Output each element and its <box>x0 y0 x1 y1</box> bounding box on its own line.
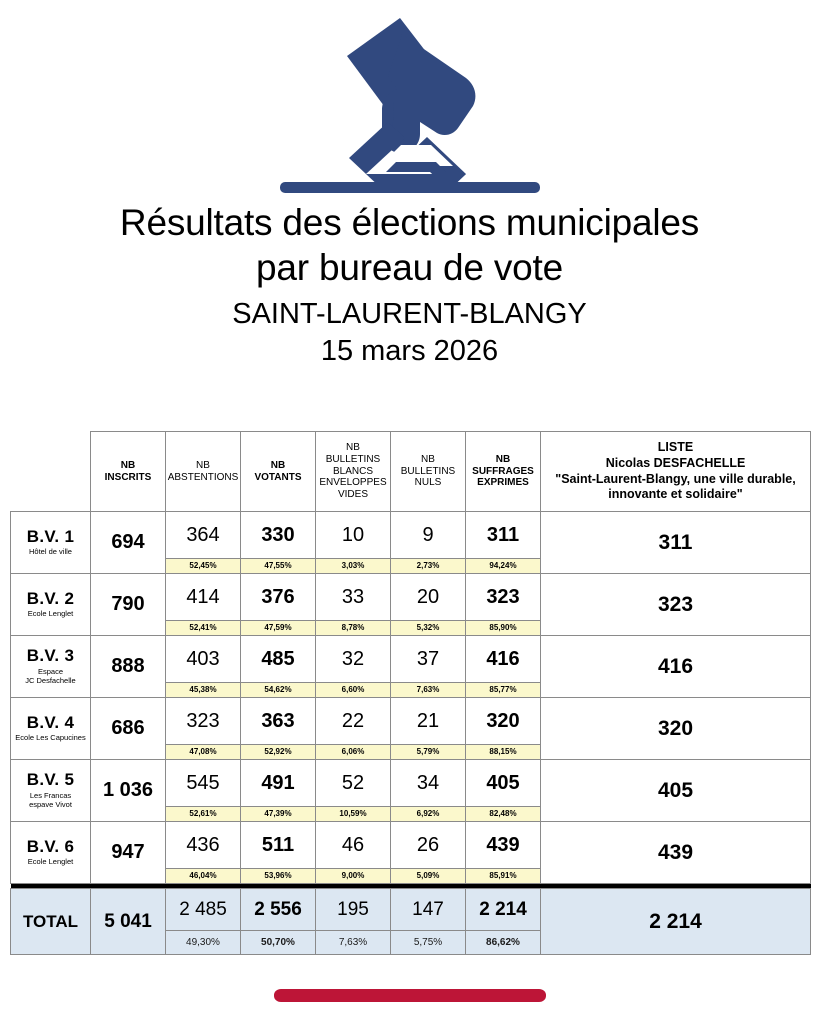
cell-pct-blancs: 8,78% <box>316 621 391 636</box>
cell-pct-abstentions: 52,45% <box>166 559 241 574</box>
title-line-2: par bureau de vote <box>255 247 564 289</box>
cell-pct-abstentions: 45,38% <box>166 683 241 698</box>
bureau-location: Espace JC Desfachelle <box>25 667 76 685</box>
cell-inscrits: 686 <box>91 698 166 760</box>
cell-total-blancs: 195 <box>316 889 391 931</box>
cell-blancs: 10 <box>316 512 391 559</box>
header-icon-area <box>0 0 819 200</box>
bottom-accent-area <box>0 989 819 1002</box>
row-label-bureau-2 <box>11 574 91 636</box>
cell-pct-abstentions: 46,04% <box>166 869 241 884</box>
bureau-name: B.V. 6 <box>26 836 75 856</box>
cell-inscrits: 888 <box>91 636 166 698</box>
cell-pct-blancs: 9,00% <box>316 869 391 884</box>
bureau-location: Ecole Lenglet <box>27 857 74 867</box>
cell-abstentions: 403 <box>166 636 241 683</box>
cell-exprimes: 320 <box>466 698 541 745</box>
bureau-location: Ecole Lenglet <box>27 609 74 619</box>
cell-exprimes: 416 <box>466 636 541 683</box>
cell-total-exprimes: 2 214 <box>466 889 541 931</box>
cell-total-pct-exprimes: 86,62% <box>466 931 541 955</box>
cell-blancs: 46 <box>316 822 391 869</box>
table-row-total <box>11 889 811 931</box>
cell-pct-nuls: 2,73% <box>391 559 466 574</box>
cell-abstentions: 364 <box>166 512 241 559</box>
table-row <box>11 574 811 621</box>
cell-total-liste-votes: 2 214 <box>541 889 811 955</box>
cell-exprimes: 405 <box>466 760 541 807</box>
row-label-bureau-1 <box>11 512 91 574</box>
row-label-total: TOTAL <box>11 889 91 955</box>
title-block <box>0 200 819 370</box>
cell-votants: 330 <box>241 512 316 559</box>
bureau-name: B.V. 5 <box>26 770 75 790</box>
bureau-location: Hôtel de ville <box>29 547 72 557</box>
cell-nuls: 20 <box>391 574 466 621</box>
cell-pct-exprimes: 85,91% <box>466 869 541 884</box>
title-line-1: Résultats des élections municipales <box>119 202 700 243</box>
cell-pct-votants: 52,92% <box>241 745 316 760</box>
cell-total-inscrits: 5 041 <box>91 889 166 955</box>
row-label-bureau-3 <box>11 636 91 698</box>
cell-pct-votants: 47,59% <box>241 621 316 636</box>
cell-abstentions: 436 <box>166 822 241 869</box>
cell-pct-blancs: 6,06% <box>316 745 391 760</box>
bureau-name: B.V. 2 <box>26 588 75 608</box>
cell-pct-blancs: 10,59% <box>316 807 391 822</box>
cell-pct-exprimes: 82,48% <box>466 807 541 822</box>
header-row <box>11 432 811 512</box>
cell-inscrits: 790 <box>91 574 166 636</box>
table-header <box>11 432 811 512</box>
cell-pct-votants: 53,96% <box>241 869 316 884</box>
col-header-abstentions: NB ABSTENTIONS <box>166 432 241 512</box>
cell-pct-votants: 54,62% <box>241 683 316 698</box>
bureau-location: Les Francas espave Vivot <box>29 791 72 809</box>
cell-total-abstentions: 2 485 <box>166 889 241 931</box>
cell-inscrits: 694 <box>91 512 166 574</box>
col-header-inscrits: NB INSCRITS <box>91 432 166 512</box>
cell-votants: 511 <box>241 822 316 869</box>
bottom-red-bar <box>274 989 546 1002</box>
cell-total-votants: 2 556 <box>241 889 316 931</box>
liste-header-line-3: "Saint-Laurent-Blangy, une ville durable, <box>555 471 796 486</box>
col-header-nuls: NB BULLETINS NULS <box>391 432 466 512</box>
cell-blancs: 32 <box>316 636 391 683</box>
col-header-blancs: NB BULLETINS BLANCS ENVELOPPES VIDES <box>316 432 391 512</box>
cell-liste-votes: 323 <box>541 574 811 636</box>
cell-pct-abstentions: 52,61% <box>166 807 241 822</box>
cell-liste-votes: 416 <box>541 636 811 698</box>
row-label-bureau-5 <box>11 760 91 822</box>
cell-pct-votants: 47,39% <box>241 807 316 822</box>
header-corner-blank <box>11 432 91 512</box>
cell-pct-exprimes: 85,77% <box>466 683 541 698</box>
results-table <box>10 431 811 955</box>
liste-header-line-1: LISTE <box>657 439 694 454</box>
cell-blancs: 52 <box>316 760 391 807</box>
cell-pct-abstentions: 47,08% <box>166 745 241 760</box>
cell-blancs: 22 <box>316 698 391 745</box>
bureau-name: B.V. 1 <box>26 526 75 546</box>
cell-nuls: 26 <box>391 822 466 869</box>
cell-pct-exprimes: 88,15% <box>466 745 541 760</box>
liste-header-line-4: innovante et solidaire" <box>608 487 743 502</box>
cell-pct-nuls: 6,92% <box>391 807 466 822</box>
election-date: 15 mars 2026 <box>320 335 499 368</box>
table-row <box>11 512 811 559</box>
col-header-exprimes: NB SUFFRAGES EXPRIMES <box>466 432 541 512</box>
cell-pct-exprimes: 94,24% <box>466 559 541 574</box>
cell-pct-nuls: 5,79% <box>391 745 466 760</box>
table-row <box>11 822 811 869</box>
cell-total-pct-nuls: 5,75% <box>391 931 466 955</box>
cell-votants: 491 <box>241 760 316 807</box>
page-title <box>20 200 799 290</box>
cell-nuls: 37 <box>391 636 466 683</box>
cell-nuls: 21 <box>391 698 466 745</box>
cell-exprimes: 323 <box>466 574 541 621</box>
bureau-location: Ecole Les Capucines <box>15 733 86 743</box>
cell-abstentions: 545 <box>166 760 241 807</box>
cell-liste-votes: 439 <box>541 822 811 884</box>
cell-nuls: 34 <box>391 760 466 807</box>
ballot-box-vote-icon <box>270 14 550 194</box>
cell-liste-votes: 320 <box>541 698 811 760</box>
cell-blancs: 33 <box>316 574 391 621</box>
city-name: SAINT-LAURENT-BLANGY <box>232 298 587 331</box>
cell-votants: 363 <box>241 698 316 745</box>
cell-pct-exprimes: 85,90% <box>466 621 541 636</box>
cell-abstentions: 414 <box>166 574 241 621</box>
row-label-bureau-4 <box>11 698 91 760</box>
cell-pct-votants: 47,55% <box>241 559 316 574</box>
cell-votants: 376 <box>241 574 316 621</box>
cell-inscrits: 947 <box>91 822 166 884</box>
cell-liste-votes: 405 <box>541 760 811 822</box>
cell-pct-nuls: 7,63% <box>391 683 466 698</box>
results-table-container <box>10 431 810 955</box>
table-body <box>11 512 811 955</box>
cell-exprimes: 311 <box>466 512 541 559</box>
cell-exprimes: 439 <box>466 822 541 869</box>
cell-nuls: 9 <box>391 512 466 559</box>
col-header-liste <box>541 432 811 512</box>
liste-header-line-2: Nicolas DESFACHELLE <box>605 455 746 470</box>
bureau-name: B.V. 3 <box>26 646 75 666</box>
cell-inscrits: 1 036 <box>91 760 166 822</box>
cell-total-nuls: 147 <box>391 889 466 931</box>
cell-total-pct-blancs: 7,63% <box>316 931 391 955</box>
cell-pct-blancs: 3,03% <box>316 559 391 574</box>
cell-votants: 485 <box>241 636 316 683</box>
row-label-bureau-6 <box>11 822 91 884</box>
cell-pct-nuls: 5,32% <box>391 621 466 636</box>
cell-liste-votes: 311 <box>541 512 811 574</box>
table-row <box>11 636 811 683</box>
cell-abstentions: 323 <box>166 698 241 745</box>
cell-pct-abstentions: 52,41% <box>166 621 241 636</box>
cell-total-pct-votants: 50,70% <box>241 931 316 955</box>
table-row <box>11 698 811 745</box>
cell-pct-nuls: 5,09% <box>391 869 466 884</box>
cell-pct-blancs: 6,60% <box>316 683 391 698</box>
cell-total-pct-abstentions: 49,30% <box>166 931 241 955</box>
col-header-votants: NB VOTANTS <box>241 432 316 512</box>
bureau-name: B.V. 4 <box>26 712 75 732</box>
table-row <box>11 760 811 807</box>
